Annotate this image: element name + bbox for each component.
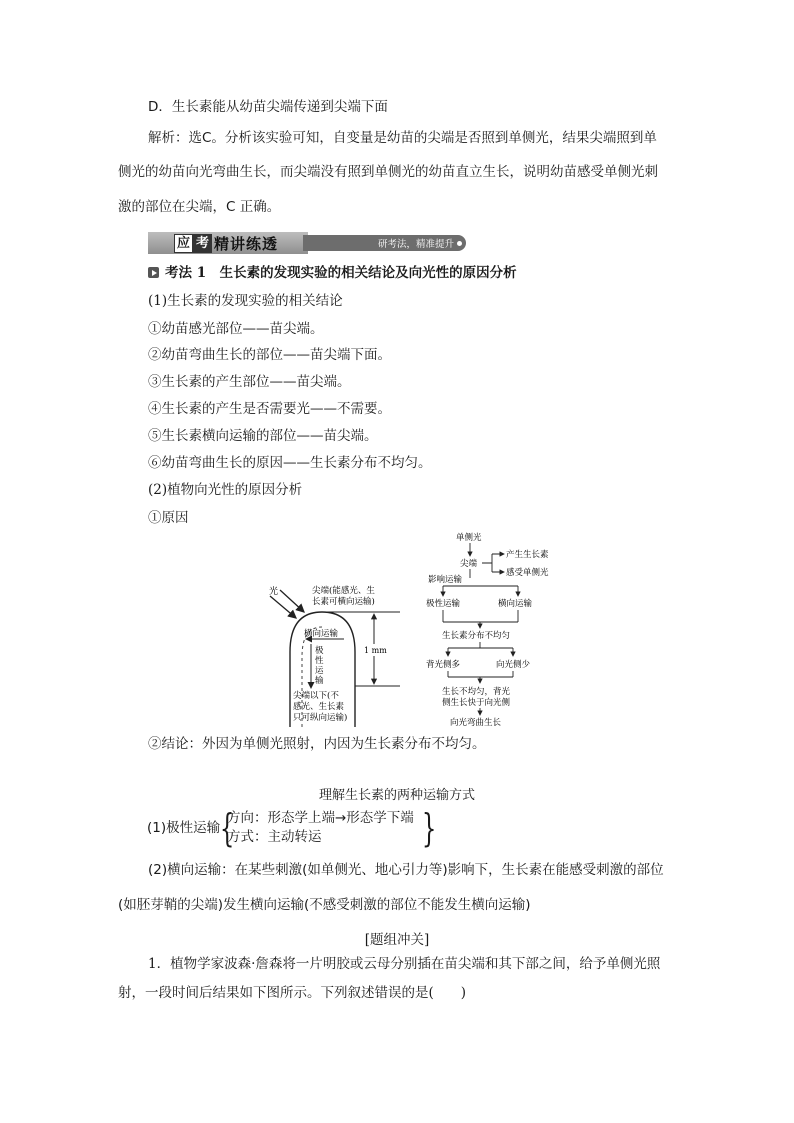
analysis-line-3: 激的部位在尖端，C 正确。 xyxy=(118,199,281,215)
flow-node-growth-2: 侧生长快于向光侧 xyxy=(442,698,511,708)
banner-title: 精讲练透 xyxy=(214,235,279,253)
below-label-1: 尖端以下(不 xyxy=(293,691,339,701)
list-item: ②幼苗弯曲生长的部位——苗尖端下面。 xyxy=(148,347,391,363)
scale-label: 1 mm xyxy=(364,646,387,655)
list-item: ⑤生长素横向运输的部位——苗尖端。 xyxy=(148,428,378,444)
below-label-2: 感光、生长素 xyxy=(293,702,345,712)
flow-node-light: 单侧光 xyxy=(456,533,482,543)
polar-char: 输 xyxy=(315,676,324,686)
lateral-line-1: (2)横向运输：在某些刺激(如单侧光、地心引力等)影响下，生长素在能感受刺激的部位 xyxy=(148,862,664,878)
polar-direction: 方向：形态学上端→形态学下端 xyxy=(227,810,414,826)
section-banner xyxy=(148,232,466,254)
below-label-3: 只可纵向运输) xyxy=(293,713,348,723)
seedling-diagram xyxy=(262,582,402,728)
left-brace: { xyxy=(219,806,235,850)
list-item: ⑥幼苗弯曲生长的原因——生长素分布不均匀。 xyxy=(148,455,432,471)
flow-node-polar: 极性运输 xyxy=(426,599,461,609)
light-arrow xyxy=(280,590,304,612)
flow-node-produce: 产生生长素 xyxy=(506,550,549,560)
flow-node-lateral: 横向运输 xyxy=(498,599,533,609)
subheading-1: (1)生长素的发现实验的相关结论 xyxy=(148,293,343,309)
banner-char-2: 考 xyxy=(193,234,212,253)
list-item: ①幼苗感光部位——苗尖端。 xyxy=(148,321,324,337)
lateral-line-2: (如胚芽鞘的尖端)发生横向运输(不感受刺激的部位不能发生横向运输) xyxy=(118,897,531,913)
light-label: 光 xyxy=(269,587,279,597)
analysis-line-1: 解析：选C。分析该实验可知，自变量是幼苗的尖端是否照到单侧光，结果尖端照到单 xyxy=(148,130,657,146)
exercise-title: [题组冲关] xyxy=(364,932,430,948)
polar-char: 性 xyxy=(315,656,324,666)
banner-subtitle: 研考法，精准提升 xyxy=(378,239,455,250)
flow-node-growth-1: 生长不均匀，背光 xyxy=(442,687,511,697)
section-heading xyxy=(148,263,517,283)
analysis-line-2: 侧光的幼苗向光弯曲生长，而尖端没有照到单侧光的幼苗直立生长，说明幼苗感受单侧光刺 xyxy=(118,164,658,180)
question-1-line-1: 1．植物学家波森·詹森将一片明胶或云母分别插在苗尖端和其下部之间，给予单侧光照 xyxy=(148,956,661,972)
list-item: ④生长素的产生是否需要光——不需要。 xyxy=(148,401,391,417)
flow-branch xyxy=(482,554,502,572)
subheading-2: (2)植物向光性的原因分析 xyxy=(148,482,303,498)
polar-label: (1)极性运输 xyxy=(147,820,221,836)
option-d: D．生长素能从幼苗尖端传递到尖端下面 xyxy=(148,99,388,115)
tip-label-2: 长素可横向运输) xyxy=(312,597,375,607)
flow-node-uneven: 生长素分布不均匀 xyxy=(442,631,511,641)
polar-mode: 方式：主动转运 xyxy=(227,829,322,845)
light-arrow xyxy=(270,596,296,618)
flow-node-light-less: 向光侧少 xyxy=(496,660,531,670)
section-heading-text: 考法 1 生长素的发现实验的相关结论及向光性的原因分析 xyxy=(165,265,517,281)
lateral-label: 横向运输 xyxy=(304,629,339,639)
list-item: ③生长素的产生部位——苗尖端。 xyxy=(148,374,351,390)
flow-node-tip: 尖端 xyxy=(460,559,478,569)
flow-node-bend: 向光弯曲生长 xyxy=(450,718,502,728)
conclusion: ②结论：外因为单侧光照射，内因为生长素分布不均匀。 xyxy=(148,736,486,752)
flow-node-shade-more: 背光侧多 xyxy=(426,660,461,670)
right-brace: { xyxy=(421,806,437,850)
play-icon xyxy=(148,267,159,278)
polar-char: 极 xyxy=(315,646,324,656)
mechanism-flowchart xyxy=(418,530,588,730)
question-1-line-2: 射，一段时间后结果如下图所示。下列叙述错误的是( ) xyxy=(118,985,467,1001)
reason-label: ①原因 xyxy=(148,510,189,526)
transport-title: 理解生长素的两种运输方式 xyxy=(318,788,475,803)
banner-dot-icon xyxy=(457,241,462,246)
banner-char-1: 应 xyxy=(174,234,193,253)
polar-char: 运 xyxy=(315,666,324,676)
flow-node-affect: 影响运输 xyxy=(428,575,463,585)
flow-node-sense: 感受单侧光 xyxy=(506,568,549,578)
tip-label-1: 尖端(能感光、生 xyxy=(312,586,375,596)
